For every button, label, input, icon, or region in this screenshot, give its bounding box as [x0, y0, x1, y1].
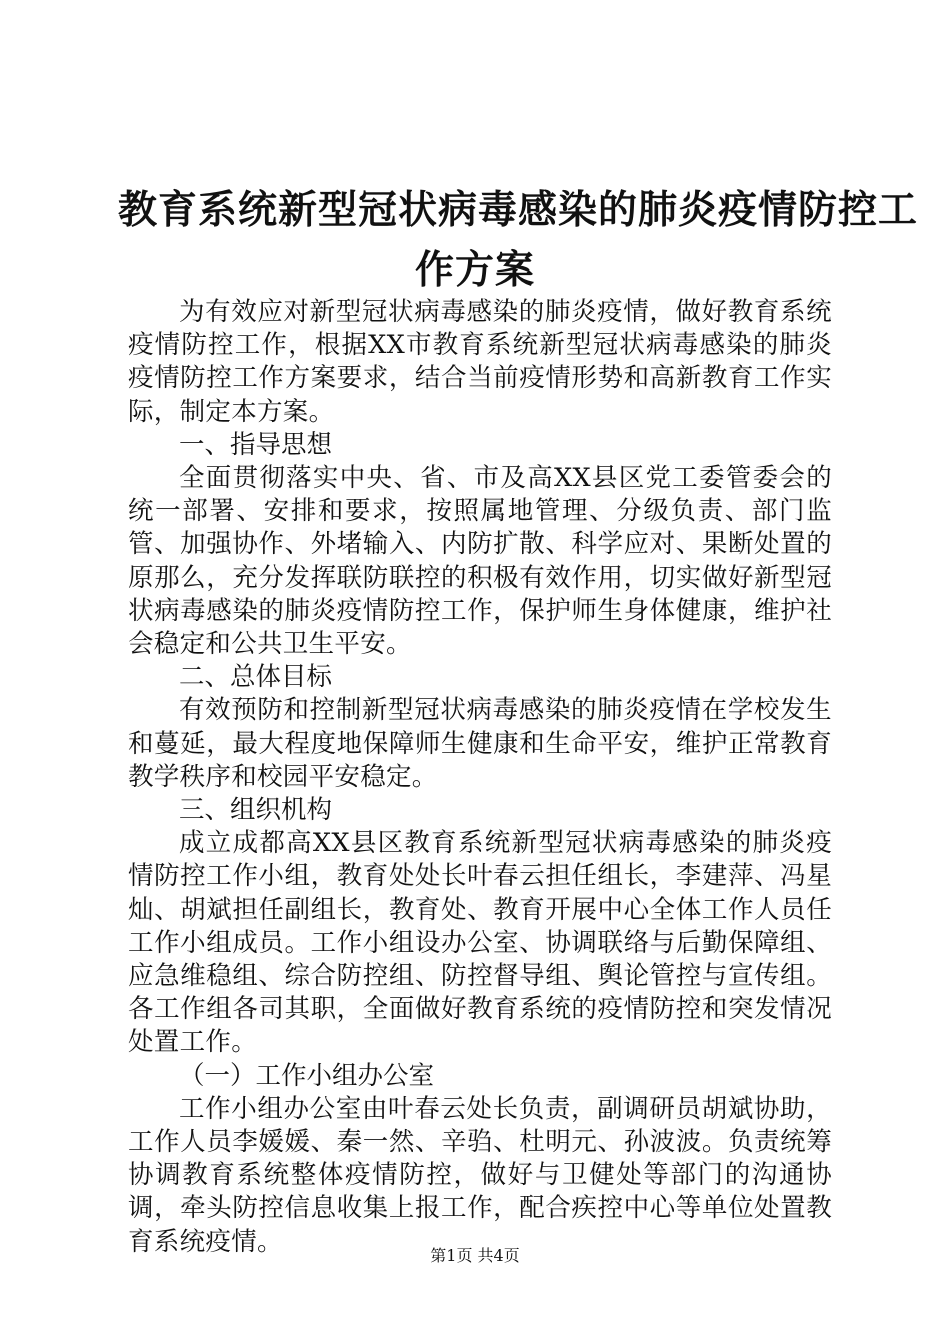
subsection-heading-office: （一）工作小组办公室	[179, 1060, 435, 1091]
page-number-footer: 第1页 共4页	[430, 1246, 520, 1265]
paragraph-guiding-thought: 全面贯彻落实中央、省、市及高XX县区党工委管委会的统一部署、安排和要求，按照属地管理、分级负责、部门监管、加强协作、外堵输入、内防扩散、科学应对、果断处置的原那么，充分发挥联防联控的积极有效作用，切实做好新型冠状病毒感染的肺炎疫情防控工作，保护师生身体健康，维护社会稳定和公共卫生平安。	[128, 463, 832, 660]
section-heading-overall-goal: 二、总体目标	[179, 662, 333, 693]
paragraph-office: 工作小组办公室由叶春云处长负责，副调研员胡斌协助，工作人员李媛媛、秦一然、辛驺、杜明元、孙波波。负责统筹协调教育系统整体疫情防控，做好与卫健处等部门的沟通协调，牵头防控信息收集上报工作，配合疾控中心等单位处置教育系统疫情。	[128, 1093, 832, 1257]
document-title-line-1: 教育系统新型冠状病毒感染的肺炎疫情防控工	[118, 187, 919, 233]
paragraph-overall-goal: 有效预防和控制新型冠状病毒感染的肺炎疫情在学校发生和蔓延，最大程度地保障师生健康和生命平安，维护正常教育教学秩序和校园平安稳定。	[128, 695, 832, 792]
paragraph-organization: 成立成都高XX县区教育系统新型冠状病毒感染的肺炎疫情防控工作小组，教育处处长叶春云担任组长，李建萍、冯星灿、胡斌担任副组长，教育处、教育开展中心全体工作人员任工作小组成员。工作小组设办公室、协调联络与后勤保障组、应急维稳组、综合防控组、防控督导组、舆论管控与宣传组。各工作组各司其职，全面做好教育系统的疫情防控和突发情况处置工作。	[128, 828, 832, 1058]
document-title-line-2: 作方案	[414, 247, 535, 293]
paragraph-intro: 为有效应对新型冠状病毒感染的肺炎疫情，做好教育系统疫情防控工作，根据XX市教育系统新型冠状病毒感染的肺炎疫情防控工作方案要求，结合当前疫情形势和高新教育工作实际，制定本方案。	[128, 297, 832, 427]
document-body	[128, 296, 832, 1259]
section-heading-organization: 三、组织机构	[179, 795, 333, 826]
section-heading-guiding-thought: 一、指导思想	[179, 429, 333, 460]
